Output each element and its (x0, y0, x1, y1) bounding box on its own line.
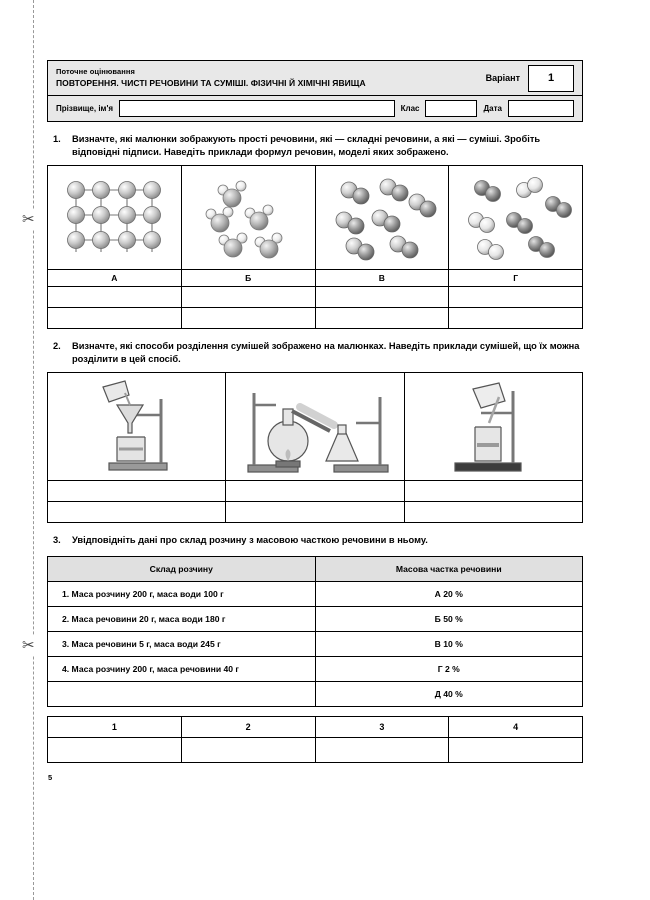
answer-cell[interactable] (449, 737, 583, 762)
solution-item-2: 2. Маса речовини 20 г, маса води 180 г (48, 606, 316, 631)
figure-label-v: В (315, 270, 449, 287)
filtration-apparatus-icon (73, 375, 201, 479)
question-2-text: Визначте, які способи розділення сумішей зображено на малюнках. Наведіть приклади сумішей, що їх можна розділити в цей спосіб. (72, 341, 580, 364)
solution-item-3: 3. Маса речовини 5 г, маса води 245 г (48, 631, 316, 656)
answer-cell[interactable] (315, 308, 449, 329)
table-row (48, 166, 583, 270)
figure-b-cell (181, 166, 315, 270)
apparatus-distillation-cell (226, 373, 404, 481)
fraction-item-g: Г 2 % (315, 656, 583, 681)
answer-cell[interactable] (48, 287, 182, 308)
table-row (48, 502, 583, 523)
question-1-table (47, 165, 583, 329)
fraction-item-v: В 10 % (315, 631, 583, 656)
apparatus-decantation-cell (404, 373, 582, 481)
answer-cell[interactable] (48, 502, 226, 523)
header-fields-row (48, 96, 582, 121)
answer-cell[interactable] (404, 502, 582, 523)
table-row (48, 581, 583, 606)
table-row (48, 631, 583, 656)
name-label: Прізвище, ім'я (56, 104, 114, 113)
variant-label: Варіант (485, 73, 520, 83)
table-row (48, 481, 583, 502)
column-header-solution: Склад розчину (48, 556, 316, 581)
worksheet-header (47, 60, 583, 122)
question-1 (47, 133, 583, 158)
answer-header-2: 2 (181, 716, 315, 737)
page-number: 5 (48, 772, 53, 782)
question-1-number: 1. (53, 134, 61, 144)
variant-value: 1 (528, 65, 574, 92)
table-row (48, 287, 583, 308)
solution-item-empty (48, 681, 316, 706)
class-field[interactable] (425, 100, 477, 117)
fraction-item-b: Б 50 % (315, 606, 583, 631)
answer-header-4: 4 (449, 716, 583, 737)
diatomic-molecules-model-icon (318, 168, 446, 268)
scissors-icon: ✂ (22, 637, 35, 654)
answer-cell[interactable] (48, 481, 226, 502)
variant-group (486, 61, 582, 95)
question-3-number: 3. (53, 535, 61, 546)
header-top-row (48, 61, 582, 96)
fraction-item-a: А 20 % (315, 581, 583, 606)
answer-cell[interactable] (181, 308, 315, 329)
page-title: ПОВТОРЕННЯ. ЧИСТІ РЕЧОВИНИ ТА СУМІШІ. ФІЗИЧНІ Й ХІМІЧНІ ЯВИЩА (56, 78, 366, 88)
water-molecules-model-icon (184, 168, 312, 268)
apparatus-filtration-cell (48, 373, 226, 481)
figure-g-cell (449, 166, 583, 270)
table-row (48, 270, 583, 287)
scissors-icon: ✂ (22, 211, 35, 228)
solution-item-1: 1. Маса розчину 200 г, маса води 100 г (48, 581, 316, 606)
table-row (48, 681, 583, 706)
decantation-apparatus-icon (429, 375, 557, 479)
answer-cell[interactable] (226, 502, 404, 523)
question-3-text: Увідповідніть дані про склад розчину з масовою часткою речовини в ньому. (72, 535, 428, 546)
question-3-table (47, 556, 583, 707)
solution-item-4: 4. Маса розчину 200 г, маса речовини 40 г (48, 656, 316, 681)
lattice-model-icon (50, 168, 178, 268)
header-subtitle: Поточне оцінювання (56, 67, 136, 76)
header-titles (48, 61, 486, 95)
table-row (48, 606, 583, 631)
name-field[interactable] (119, 100, 395, 117)
date-label: Дата (483, 104, 502, 113)
question-3 (47, 534, 583, 547)
worksheet-content (47, 0, 583, 782)
answer-cell[interactable] (449, 287, 583, 308)
answer-cell[interactable] (226, 481, 404, 502)
figure-v-cell (315, 166, 449, 270)
distillation-apparatus-icon (230, 375, 400, 479)
answer-header-1: 1 (48, 716, 182, 737)
table-header-row (48, 556, 583, 581)
answer-cell[interactable] (449, 308, 583, 329)
date-field[interactable] (508, 100, 574, 117)
question-3-answer-table (47, 716, 583, 763)
table-row (48, 308, 583, 329)
figure-label-g: Г (449, 270, 583, 287)
answer-cell[interactable] (404, 481, 582, 502)
question-2-number: 2. (53, 341, 61, 352)
table-header-row (48, 716, 583, 737)
table-row (48, 373, 583, 481)
answer-cell[interactable] (181, 737, 315, 762)
fraction-item-d: Д 40 % (315, 681, 583, 706)
answer-cell[interactable] (315, 737, 449, 762)
answer-cell[interactable] (181, 287, 315, 308)
mixture-molecules-model-icon (452, 168, 580, 268)
column-header-mass-fraction: Масова частка речовини (315, 556, 583, 581)
answer-cell[interactable] (48, 737, 182, 762)
table-row (48, 737, 583, 762)
question-2-table (47, 372, 583, 523)
question-2 (47, 340, 583, 365)
figure-label-b: Б (181, 270, 315, 287)
question-1-text: Визначте, які малюнки зображують прості речовини, які — складні речовини, а які — суміші. Зробіть відповідні підписи. Наведіть приклади формул речовин, моделі яких зображено. (72, 134, 541, 157)
class-label: Клас (400, 104, 420, 113)
figure-a-cell (48, 166, 182, 270)
cut-line (33, 0, 34, 900)
answer-header-3: 3 (315, 716, 449, 737)
answer-cell[interactable] (315, 287, 449, 308)
table-row (48, 656, 583, 681)
figure-label-a: А (48, 270, 182, 287)
answer-cell[interactable] (48, 308, 182, 329)
